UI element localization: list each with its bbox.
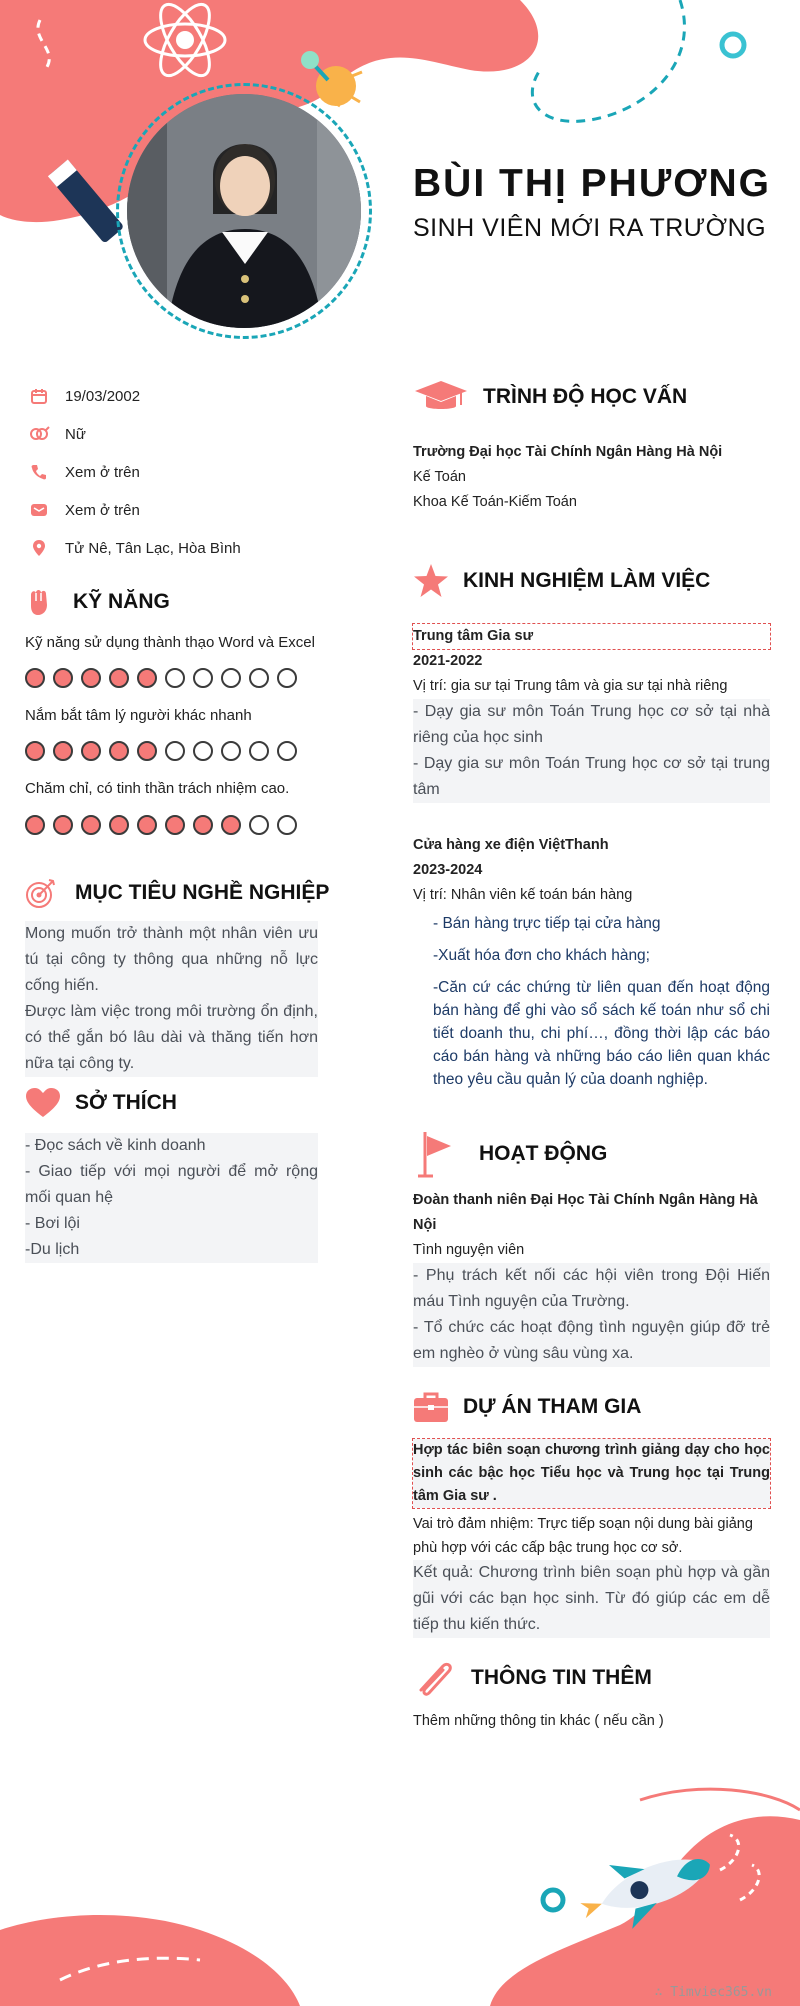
activities-title: HOẠT ĐỘNG — [479, 1142, 608, 1165]
skill-dot-empty — [277, 741, 297, 761]
target-icon — [25, 877, 57, 909]
project-result: Kết quả: Chương trình biên soạn phù hợp và gần gũi với các bạn học sinh. Từ đó giúp các em dễ tiếp thu kiến thức. — [413, 1560, 770, 1638]
experience-heading — [413, 563, 710, 599]
skill-dot-filled — [53, 815, 73, 835]
projects-title: DỰ ÁN THAM GIA — [463, 1395, 642, 1418]
contact-email — [28, 499, 140, 521]
hobby-item: - Đọc sách về kinh doanh — [25, 1133, 318, 1159]
education-title: TRÌNH ĐỘ HỌC VẤN — [483, 385, 688, 408]
graduation-cap-icon — [413, 379, 469, 415]
job-company: Cửa hàng xe điện ViệtThanh — [413, 837, 609, 853]
skill-dot-filled — [137, 668, 157, 688]
skill-dot-filled — [165, 815, 185, 835]
job-duty: - Dạy gia sư môn Toán Trung học cơ sở tại trung tâm — [413, 751, 770, 803]
projects-block — [413, 1439, 770, 1638]
candidate-role: SINH VIÊN MỚI RA TRƯỜNG — [413, 214, 767, 242]
job-period: 2023-2024 — [413, 862, 483, 878]
skill-dot-filled — [53, 668, 73, 688]
hobby-item: - Giao tiếp với mọi người để mở rộng mối quan hệ — [25, 1159, 318, 1211]
bottom-blob-decoration — [0, 1760, 800, 2006]
education-block — [413, 440, 770, 515]
job-period: 2021-2022 — [413, 653, 483, 669]
objective-text — [25, 921, 318, 1077]
avatar — [127, 94, 361, 328]
skill-label: Nắm bắt tâm lý người khác nhanh — [25, 707, 252, 724]
skill-dot-empty — [165, 741, 185, 761]
skills-heading — [25, 585, 170, 619]
skill-dot-filled — [193, 815, 213, 835]
skill-dot-empty — [249, 668, 269, 688]
flag-icon — [413, 1130, 455, 1178]
contact-gender — [28, 423, 86, 445]
paperclip-icon — [413, 1658, 457, 1698]
job-company: Trung tâm Gia sư — [413, 624, 770, 649]
calendar-icon — [28, 385, 50, 407]
contact-email-value: Xem ở trên — [65, 501, 140, 519]
contact-gender-value: Nữ — [65, 425, 86, 443]
project-name: Hợp tác biên soạn chương trình giảng dạy cho học sinh các bậc học Tiểu học và Trung học tại Trung tâm Gia sư . — [413, 1439, 770, 1508]
job-duty: -Căn cứ các chứng từ liên quan đến hoạt động bán hàng để ghi vào sổ sách kế toán như sổ chi tiết doanh thu, chi phí…, đồng thời lập các báo cáo bán hàng và những báo cáo liên quan khác theo yêu cầu quản lý của doanh nghiệp. — [433, 979, 770, 1088]
projects-heading — [413, 1390, 641, 1424]
skill-rating — [25, 815, 297, 835]
skill-dot-filled — [137, 741, 157, 761]
extra-title: THÔNG TIN THÊM — [471, 1666, 652, 1689]
contact-phone-value: Xem ở trên — [65, 463, 140, 481]
avatar-person-illustration — [127, 94, 361, 328]
phone-icon — [28, 461, 50, 483]
hobby-item: -Du lịch — [25, 1237, 318, 1263]
contact-address-value: Tử Nê, Tân Lạc, Hòa Bình — [65, 539, 241, 557]
skill-dot-filled — [137, 815, 157, 835]
job-duty: -Xuất hóa đơn cho khách hàng; — [433, 947, 650, 964]
education-heading — [413, 379, 687, 415]
job-duty: - Bán hàng trực tiếp tại cửa hàng — [433, 915, 661, 932]
star-icon — [413, 563, 449, 599]
skill-rating — [25, 668, 297, 688]
objective-title: MỤC TIÊU NGHỀ NGHIỆP — [75, 881, 330, 904]
activity-role: Tình nguyện viên — [413, 1242, 525, 1258]
job-duty: - Dạy gia sư môn Toán Trung học cơ sở tại nhà riêng của học sinh — [413, 699, 770, 751]
education-faculty: Khoa Kế Toán-Kiếm Toán — [413, 494, 577, 510]
email-icon — [28, 499, 50, 521]
extra-heading — [413, 1658, 652, 1698]
heart-icon — [25, 1088, 61, 1118]
activity-item: - Tổ chức các hoạt động tình nguyện giúp đỡ trẻ em nghèo ở vùng sâu vùng xa. — [413, 1315, 770, 1367]
skill-dot-filled — [81, 668, 101, 688]
contact-birthdate-value: 19/03/2002 — [65, 387, 141, 405]
activity-org: Đoàn thanh niên Đại Học Tài Chính Ngân Hàng Hà Nội — [413, 1192, 758, 1233]
briefcase-icon — [413, 1390, 449, 1424]
education-school: Trường Đại học Tài Chính Ngân Hàng Hà Nội — [413, 444, 723, 460]
skill-rating — [25, 741, 297, 761]
location-icon — [28, 537, 50, 559]
skill-dot-empty — [193, 668, 213, 688]
skill-dot-filled — [25, 815, 45, 835]
skill-dot-filled — [221, 815, 241, 835]
education-major: Kế Toán — [413, 469, 466, 485]
skill-dot-empty — [249, 741, 269, 761]
fist-icon — [25, 585, 53, 619]
objective-line: Mong muốn trở thành một nhân viên ưu tú tại công ty thông qua những nỗ lực cống hiến. — [25, 921, 318, 999]
skill-dot-filled — [109, 741, 129, 761]
project-duty: Vai trò đảm nhiệm: Trực tiếp soạn nội dung bài giảng phù hợp với các cấp bậc trung học cơ sở. — [413, 1516, 753, 1556]
hobbies-heading — [25, 1088, 177, 1118]
skill-dot-empty — [277, 815, 297, 835]
skill-dot-empty — [221, 741, 241, 761]
extra-text: Thêm những thông tin khác ( nếu cần ) — [413, 1713, 664, 1729]
skill-dot-filled — [109, 668, 129, 688]
experience-title: KINH NGHIỆM LÀM VIỆC — [463, 569, 711, 592]
skill-dot-filled — [53, 741, 73, 761]
contact-birthdate — [28, 385, 140, 407]
skill-dot-empty — [277, 668, 297, 688]
skill-dot-filled — [109, 815, 129, 835]
objective-heading — [25, 877, 329, 909]
activities-heading — [413, 1130, 607, 1178]
hobbies-title: SỞ THÍCH — [75, 1091, 177, 1114]
skill-dot-filled — [25, 668, 45, 688]
experience-job — [413, 624, 770, 803]
contact-phone — [28, 461, 140, 483]
skill-dot-empty — [165, 668, 185, 688]
gender-icon — [28, 423, 50, 445]
skill-dot-filled — [25, 741, 45, 761]
candidate-name: BÙI THỊ PHƯƠNG — [413, 162, 771, 205]
skill-dot-empty — [249, 815, 269, 835]
job-position: Vị trí: gia sư tại Trung tâm và gia sư tại nhà riêng — [413, 678, 728, 694]
watermark: ∴ Timviec365.vn — [654, 1985, 772, 2000]
skill-dot-empty — [221, 668, 241, 688]
job-position: Vị trí: Nhân viên kế toán bán hàng — [413, 887, 633, 903]
objective-line: Được làm việc trong môi trường ổn định, có thể gắn bó lâu dài và thăng tiến hơn nữa tại công ty. — [25, 999, 318, 1077]
skill-dot-empty — [193, 741, 213, 761]
activities-block — [413, 1188, 770, 1367]
contact-address — [28, 537, 241, 559]
experience-job — [413, 833, 770, 1091]
skill-dot-filled — [81, 815, 101, 835]
skill-label: Chăm chỉ, có tinh thần trách nhiệm cao. — [25, 780, 290, 797]
hobbies-list — [25, 1133, 318, 1263]
skill-label: Kỹ năng sử dụng thành thạo Word và Excel — [25, 634, 315, 651]
skill-dot-filled — [81, 741, 101, 761]
activity-item: - Phụ trách kết nối các hội viên trong Đội Hiến máu Tình nguyện của Trường. — [413, 1263, 770, 1315]
hobby-item: - Bơi lội — [25, 1211, 318, 1237]
skills-title: KỸ NĂNG — [73, 590, 170, 613]
